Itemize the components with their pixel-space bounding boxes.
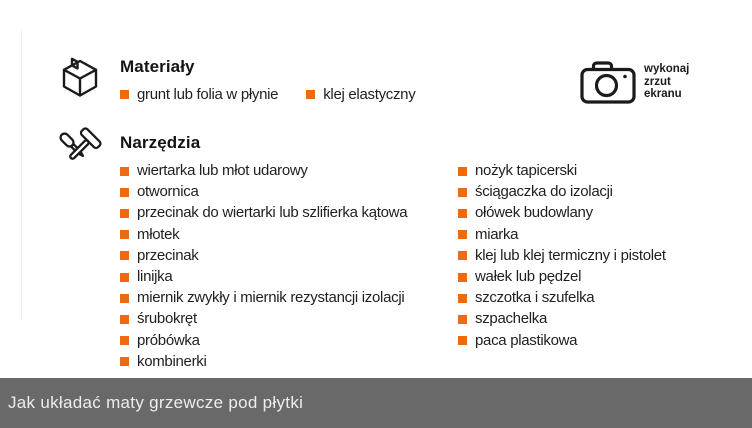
orange-square-bullet-icon — [120, 315, 129, 324]
list-item-label: nożyk tapicerski — [475, 162, 577, 180]
list-item-label: miernik zwykły i miernik rezystancji izolacji — [137, 289, 405, 307]
list-item — [458, 245, 666, 266]
orange-square-bullet-icon — [120, 357, 129, 366]
divider-line — [21, 30, 22, 320]
list-item-label: grunt lub folia w płynie — [137, 85, 279, 103]
orange-square-bullet-icon — [458, 273, 467, 282]
orange-square-bullet-icon — [458, 315, 467, 324]
orange-square-bullet-icon — [458, 188, 467, 197]
list-item-label: ołówek budowlany — [475, 204, 593, 222]
list-item — [120, 351, 458, 372]
orange-square-bullet-icon — [458, 230, 467, 239]
tools-section — [54, 124, 666, 372]
list-item-label: wałek lub pędzel — [475, 268, 582, 286]
orange-square-bullet-icon — [458, 209, 467, 218]
list-item — [458, 181, 666, 202]
list-item-label: kombinerki — [137, 352, 207, 370]
list-item — [120, 266, 458, 287]
orange-square-bullet-icon — [306, 90, 315, 99]
list-item — [120, 245, 458, 266]
list-item — [120, 330, 458, 351]
orange-square-bullet-icon — [120, 251, 129, 260]
list-item — [120, 202, 458, 223]
orange-square-bullet-icon — [458, 294, 467, 303]
list-item-label: paca plastikowa — [475, 331, 578, 349]
title-bar — [0, 378, 752, 428]
tools-heading: Narzędzia — [120, 133, 201, 152]
orange-square-bullet-icon — [120, 167, 129, 176]
materials-list — [120, 85, 415, 103]
list-item-label: wiertarka lub młot udarowy — [137, 162, 308, 180]
list-item-label: otwornica — [137, 183, 199, 201]
list-item — [458, 202, 666, 223]
orange-square-bullet-icon — [120, 294, 129, 303]
list-item — [120, 287, 458, 308]
orange-square-bullet-icon — [120, 209, 129, 218]
crossed-hammer-screwdriver-icon — [54, 124, 102, 176]
camera-icon — [580, 60, 636, 104]
materials-heading: Materiały — [120, 57, 195, 76]
screenshot-label-line: zrzut — [644, 75, 671, 88]
list-item-label: szpachelka — [475, 310, 548, 328]
orange-square-bullet-icon — [458, 336, 467, 345]
orange-square-bullet-icon — [120, 90, 129, 99]
orange-square-bullet-icon — [458, 251, 467, 260]
orange-square-bullet-icon — [120, 336, 129, 345]
list-item — [120, 181, 458, 202]
list-item-label: klej lub klej termiczny i pistolet — [475, 246, 666, 264]
list-item-label: śrubokręt — [137, 310, 197, 328]
screenshot-button-label — [644, 63, 689, 101]
list-item — [458, 287, 666, 308]
list-item — [120, 85, 278, 103]
list-item-label: klej elastyczny — [323, 85, 416, 103]
list-item — [458, 266, 666, 287]
list-item — [120, 224, 458, 245]
list-item-label: linijka — [137, 268, 173, 286]
list-item-label: przecinak do wiertarki lub szlifierka kątowa — [137, 204, 408, 222]
list-item — [120, 160, 458, 181]
orange-square-bullet-icon — [458, 167, 467, 176]
orange-square-bullet-icon — [120, 230, 129, 239]
list-item — [458, 330, 666, 351]
list-item — [120, 308, 458, 329]
list-item-label: młotek — [137, 225, 180, 243]
list-item-label: szczotka i szufelka — [475, 289, 595, 307]
list-item-label: ściągaczka do izolacji — [475, 183, 613, 201]
list-item — [458, 308, 666, 329]
list-item — [458, 224, 666, 245]
tools-list-column-2 — [458, 160, 666, 372]
take-screenshot-button[interactable] — [580, 60, 689, 104]
list-item-label: próbówka — [137, 331, 200, 349]
list-item — [458, 160, 666, 181]
list-item-label: miarka — [475, 225, 519, 243]
tools-list-column-1 — [120, 160, 458, 372]
screenshot-label-line: ekranu — [644, 88, 682, 101]
lesson-title: Jak układać maty grzewcze pod płytki — [8, 393, 304, 412]
list-item-label: przecinak — [137, 246, 199, 264]
tools-lists — [120, 160, 666, 372]
screenshot-label-line: wykonaj — [644, 63, 690, 76]
materials-section — [60, 56, 415, 103]
orange-square-bullet-icon — [120, 188, 129, 197]
list-item — [306, 85, 415, 103]
package-icon — [60, 56, 100, 100]
orange-square-bullet-icon — [120, 273, 129, 282]
